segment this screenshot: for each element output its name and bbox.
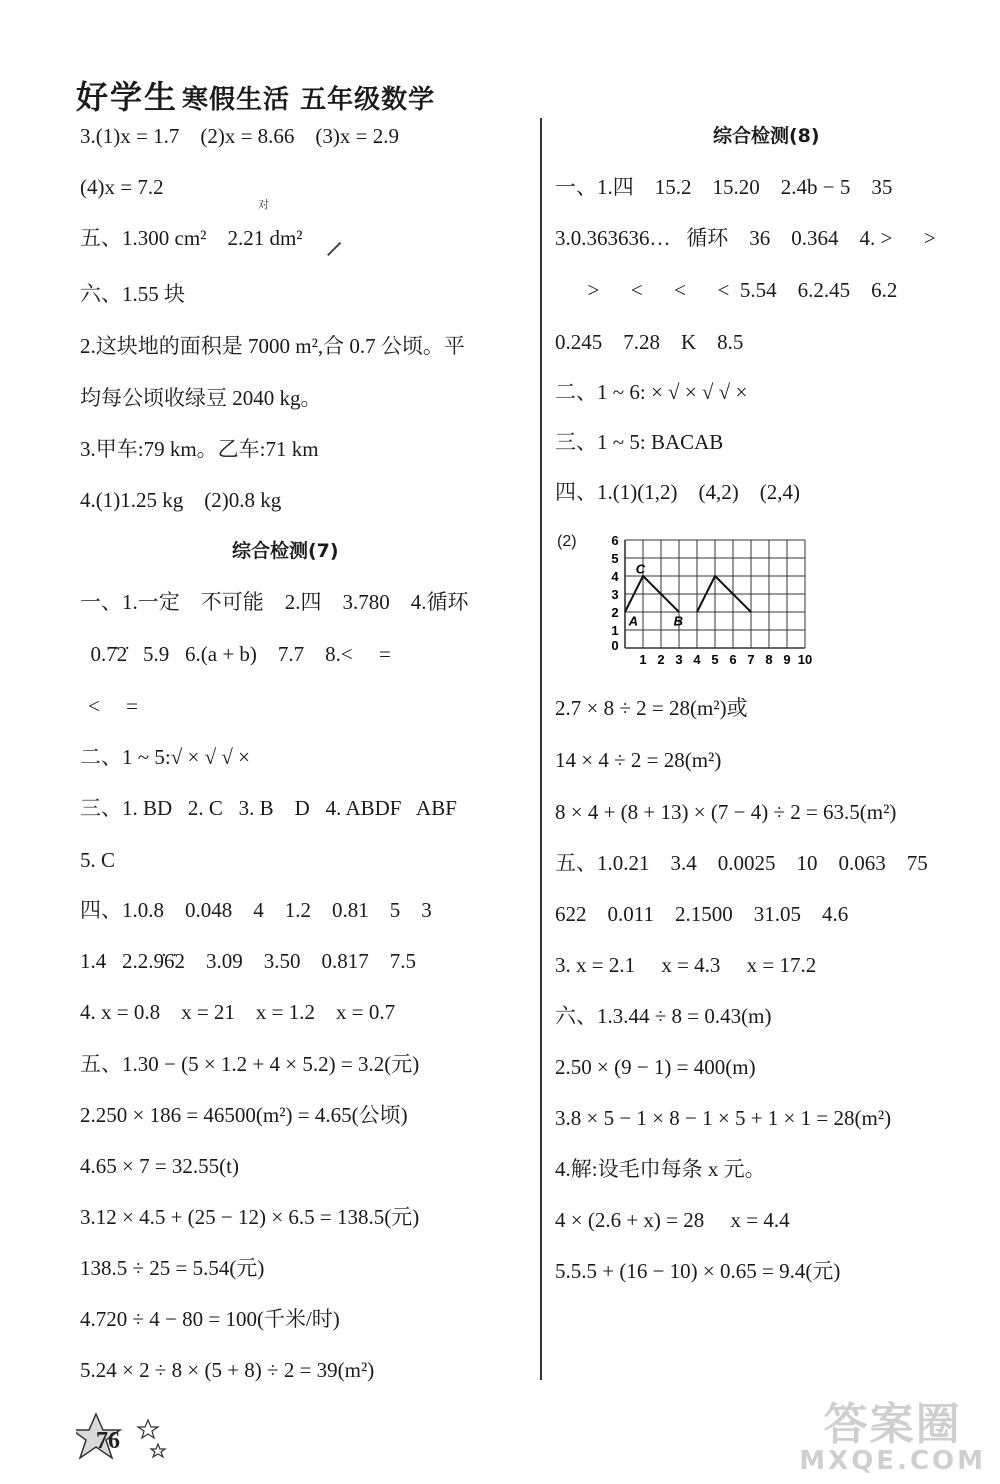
answer-line: 4.解:设毛巾每条 x 元。 xyxy=(555,1157,766,1181)
y-tick-label: 2 xyxy=(611,605,619,620)
y-tick-label: 3 xyxy=(611,587,619,602)
x-tick-labels xyxy=(611,638,812,667)
page-header xyxy=(76,72,435,118)
x-tick-label: 7 xyxy=(747,652,755,667)
y-tick-label: 1 xyxy=(611,623,619,638)
page-number: 76 xyxy=(96,1428,120,1454)
marginal-mark: 对 xyxy=(258,199,269,211)
answer-line: < = xyxy=(88,694,138,718)
answer-line: 五、1.0.21 3.4 0.0025 10 0.063 75 xyxy=(555,851,928,875)
answer-line: 一、1.四 15.2 15.20 2.4b − 5 35 xyxy=(555,175,893,199)
answer-line: 4. x = 0.8 x = 21 x = 1.2 x = 0.7 xyxy=(80,1000,396,1024)
x-tick-label: 9 xyxy=(783,652,791,667)
answer-line: 5.24 × 2 ÷ 8 × (5 + 8) ÷ 2 = 39(m²) xyxy=(80,1358,375,1382)
book-subtitle: 寒假生活 五年级数学 xyxy=(182,85,436,115)
answer-line: 五、1.300 cm² 2.21 dm² xyxy=(80,226,303,250)
answer-line: 六、1.3.44 ÷ 8 = 0.43(m) xyxy=(555,1004,772,1028)
answer-line: 四、1.(1)(1,2) (4,2) (2,4) xyxy=(555,480,800,504)
answer-line: 3.12 × 4.5 + (25 − 12) × 6.5 = 138.5(元) xyxy=(80,1205,420,1229)
answer-line: 3.(1)x = 1.7 (2)x = 8.66 (3)x = 2.9 xyxy=(80,124,399,148)
answer-line: 三、1. BD 2. C 3. B D 4. ABDF ABF xyxy=(80,796,457,820)
y-tick-labels xyxy=(611,533,619,638)
answer-line: 4 × (2.6 + x) = 28 x = 4.4 xyxy=(555,1208,790,1232)
y-tick-label: 6 xyxy=(611,533,619,548)
answer-line: 5.5.5 + (16 − 10) × 0.65 = 9.4(元) xyxy=(555,1259,841,1283)
answer-line: 3. x = 2.1 x = 4.3 x = 17.2 xyxy=(555,953,817,977)
x-tick-label: 1 xyxy=(639,652,647,667)
small-star-icon xyxy=(138,1420,158,1438)
answer-line: 2.250 × 186 = 46500(m²) = 4.65(公顷) xyxy=(80,1103,408,1127)
answer-line: 二、1 ~ 6: × √ × √ √ × xyxy=(555,380,748,404)
x-tick-label: 8 xyxy=(765,652,773,667)
answer-line: 三、1 ~ 5: BACAB xyxy=(555,430,724,454)
answer-line: (4)x = 7.2 xyxy=(80,175,164,199)
answer-line: 5. C xyxy=(80,848,116,872)
x-tick-label: 3 xyxy=(675,652,683,667)
small-star-icon xyxy=(151,1444,165,1457)
answer-line: > < < < 5.54 6.2.45 6.2 xyxy=(577,278,898,302)
answer-line: 4.65 × 7 = 32.55(t) xyxy=(80,1154,240,1178)
watermark-title: 答案圈 xyxy=(823,1399,962,1450)
pen-stroke xyxy=(327,242,341,256)
answer-line: 0.245 7.28 K 8.5 xyxy=(555,330,744,354)
answer-line: 五、1.30 − (5 × 1.2 + 4 × 5.2) = 3.2(元) xyxy=(80,1052,420,1076)
coordinate-grid-svg xyxy=(555,530,815,670)
answer-line: 二、1 ~ 5:√ × √ √ × xyxy=(80,745,250,769)
x-tick-label: 5 xyxy=(711,652,719,667)
answer-line: 1.4 2.2.9̇6̇2 3.09 3.50 0.817 7.5 xyxy=(80,949,416,973)
section-title-7: 综合检测(7) xyxy=(232,540,339,562)
page-number-badge xyxy=(76,1410,186,1475)
answer-line: 3.8 × 5 − 1 × 8 − 1 × 5 + 1 × 1 = 28(m²) xyxy=(555,1106,892,1130)
answer-line: 14 × 4 ÷ 2 = 28(m²) xyxy=(555,748,722,772)
answer-line: 2.这块地的面积是 7000 m²,合 0.7 公顷。平 xyxy=(80,334,465,358)
answer-line: 2.7 × 8 ÷ 2 = 28(m²)或 xyxy=(555,696,748,720)
x-tick-label: 2 xyxy=(657,652,665,667)
answer-line: 六、1.55 块 xyxy=(80,282,185,306)
page-number-svg xyxy=(76,1410,186,1470)
column-divider xyxy=(540,118,542,1380)
answer-line: 2.50 × (9 − 1) = 400(m) xyxy=(555,1055,756,1079)
book-brand: 好学生 xyxy=(76,78,179,116)
point-label: C xyxy=(635,561,646,577)
answer-line: 138.5 ÷ 25 = 5.54(元) xyxy=(80,1256,265,1280)
point-label: B xyxy=(673,613,683,629)
x-tick-label: 10 xyxy=(797,652,813,667)
x-tick-label: 0 xyxy=(611,638,619,653)
watermark-url: MXQE.COM xyxy=(799,1446,986,1476)
answer-line: 四、1.0.8 0.048 4 1.2 0.81 5 3 xyxy=(80,898,432,922)
coordinate-grid-figure xyxy=(555,530,815,675)
point-labels xyxy=(628,561,683,628)
answer-line: 622 0.011 2.1500 31.05 4.6 xyxy=(555,902,849,926)
answer-line: 均每公顷收绿豆 2040 kg。 xyxy=(80,386,322,410)
answer-line: 3.甲车:79 km。乙车:71 km xyxy=(80,437,319,461)
section-title-8: 综合检测(8) xyxy=(713,125,820,147)
answer-line: 8 × 4 + (8 + 13) × (7 − 4) ÷ 2 = 63.5(m²) xyxy=(555,800,897,824)
x-tick-label: 6 xyxy=(729,652,737,667)
figure-prefix: (2) xyxy=(557,533,577,550)
answer-line: 0.7̇2̇ 5.9 6.(a + b) 7.7 8.< = xyxy=(80,642,391,666)
answer-line: 4.720 ÷ 4 − 80 = 100(千米/时) xyxy=(80,1307,340,1331)
answer-line: 3.0.363636… 循环 36 0.364 4. > > xyxy=(555,226,936,250)
point-label: A xyxy=(628,613,638,629)
y-tick-label: 5 xyxy=(611,551,619,566)
y-tick-label: 4 xyxy=(611,569,619,584)
answer-line: 一、1.一定 不可能 2.四 3.780 4.循环 xyxy=(80,590,469,614)
x-tick-label: 4 xyxy=(693,652,701,667)
watermark xyxy=(799,1388,986,1476)
grid-lines xyxy=(625,540,805,648)
answer-line: 4.(1)1.25 kg (2)0.8 kg xyxy=(80,488,282,512)
